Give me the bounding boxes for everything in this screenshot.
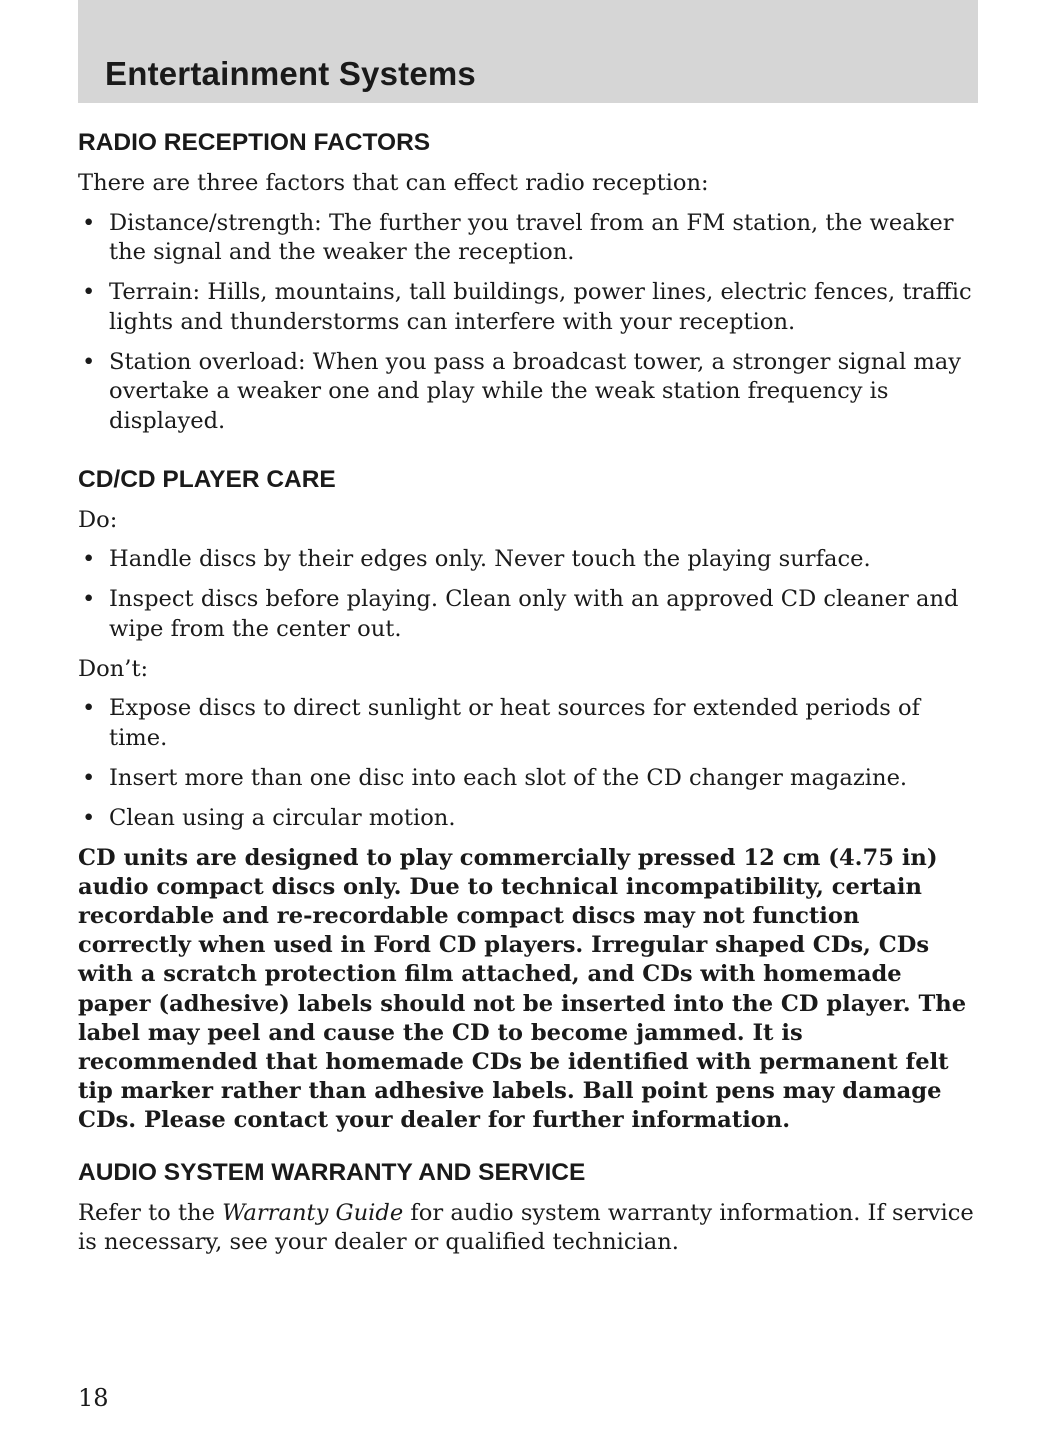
- list-item-text: Expose discs to direct sunlight or heat sources for extended periods of time.: [109, 695, 921, 751]
- bullet-icon: •: [82, 764, 96, 791]
- warranty-text-before: Refer to the: [78, 1199, 223, 1226]
- list-item: [78, 694, 978, 753]
- list-item-text: Station overload: When you pass a broadcast tower, a stronger signal may overtake a weaker one and play while the weak station frequency is displayed.: [109, 348, 962, 434]
- section-radio-reception: [78, 126, 978, 436]
- list-item: [78, 585, 978, 644]
- list-item: [78, 278, 978, 337]
- spacer: [78, 447, 978, 463]
- warranty-text: [78, 1199, 978, 1258]
- list-item: [78, 348, 978, 437]
- section-heading: AUDIO SYSTEM WARRANTY AND SERVICE: [78, 1158, 586, 1186]
- page-number: 18: [78, 1384, 109, 1412]
- bullet-icon: •: [82, 695, 96, 721]
- page-content: [78, 126, 978, 1268]
- dont-list: [78, 694, 978, 833]
- bullet-icon: •: [82, 546, 96, 572]
- reception-factors-list: [78, 209, 978, 437]
- section-cd-player-care: [78, 463, 978, 1136]
- list-item-text: Terrain: Hills, mountains, tall buildings, power lines, electric fences, traffic lights and thunderstorms can interfere with your reception.: [109, 279, 972, 335]
- list-item: [78, 545, 978, 575]
- list-item: [78, 804, 978, 834]
- list-item: [78, 209, 978, 268]
- header-band: [78, 0, 978, 103]
- do-list: [78, 545, 978, 644]
- section-intro: There are three factors that can effect radio reception:: [78, 170, 709, 196]
- bullet-icon: •: [82, 209, 96, 236]
- dont-label: Don’t:: [78, 655, 149, 682]
- section-heading: RADIO RECEPTION FACTORS: [78, 129, 431, 156]
- section-audio-warranty: [78, 1156, 978, 1258]
- bullet-icon: •: [82, 348, 96, 375]
- bullet-icon: •: [82, 586, 96, 612]
- list-item-text: Insert more than one disc into each slot of the CD changer magazine.: [109, 764, 908, 791]
- list-item-text: Distance/strength: The further you travel from an FM station, the weaker the signal and the weaker the reception.: [109, 209, 954, 265]
- list-item: [78, 764, 978, 794]
- section-heading: CD/CD PLAYER CARE: [78, 465, 336, 493]
- list-item-text: Clean using a circular motion.: [109, 804, 456, 831]
- do-label: Do:: [78, 506, 118, 533]
- page-title: Entertainment Systems: [105, 55, 476, 92]
- bullet-icon: •: [82, 279, 96, 305]
- list-item-text: Inspect discs before playing. Clean only with an approved CD cleaner and wipe from the center out.: [109, 586, 959, 642]
- warranty-guide-title: Warranty Guide: [222, 1199, 404, 1226]
- warranty-text-after: for audio system warranty information. If service is necessary, see your dealer or qualified technician.: [78, 1199, 974, 1256]
- list-item-text: Handle discs by their edges only. Never touch the playing surface.: [109, 546, 871, 572]
- cd-warning-text: CD units are designed to play commercially pressed 12 cm (4.75 in) audio compact discs only. Due to technical incompatibility, certain recordable and re-recordable compact discs may not function correctly when used in Ford CD players. Irregular shaped CDs, CDs with a scratch protection film attached, and CDs with homemade paper (adhesive) labels should not be inserted into the CD player. The label may peel and cause the CD to become jammed. It is recommended that homemade CDs be identified with permanent felt tip marker rather than adhesive labels. Ball point pens may damage CDs. Please contact your dealer for further information.: [78, 844, 967, 1134]
- bullet-icon: •: [82, 804, 96, 831]
